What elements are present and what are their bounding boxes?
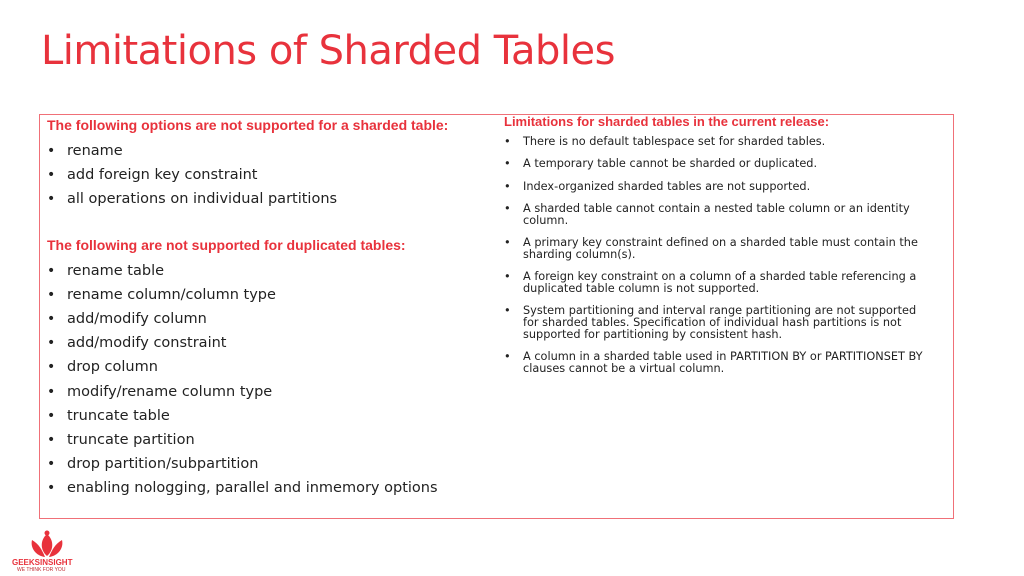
duplicated-table-heading: The following are not supported for duplicated tables:	[47, 236, 406, 253]
list-item: • add foreign key constraint	[47, 163, 487, 187]
list-item: • add/modify column	[47, 307, 487, 331]
list-item: • modify/rename column type	[47, 380, 487, 404]
right-column	[504, 114, 924, 385]
list-item: • A temporary table cannot be sharded or duplicated.	[504, 158, 924, 170]
logo-wordmark: GEEKSINSIGHT	[12, 558, 73, 567]
sharded-table-heading: The following options are not supported for a sharded table:	[47, 117, 449, 133]
list-item: • rename table	[47, 259, 487, 283]
logo-tagline: WE THINK FOR YOU	[17, 567, 66, 573]
list-item: • A foreign key constraint on a column of a sharded table referencing a duplicated table column is not supported.	[504, 271, 924, 295]
limitations-list	[504, 136, 924, 375]
list-item: • A primary key constraint defined on a sharded table must contain the sharding column(s).	[504, 237, 924, 261]
list-item: • Index-organized sharded tables are not supported.	[504, 181, 924, 193]
list-item: • A column in a sharded table used in PARTITION BY or PARTITIONSET BY clauses cannot be a virtual column.	[504, 351, 924, 375]
list-item: • enabling nologging, parallel and inmemory options	[47, 476, 487, 500]
list-item: • all operations on individual partitions	[47, 187, 487, 211]
limitations-heading: Limitations for sharded tables in the current release:	[504, 114, 830, 129]
list-item: • There is no default tablespace set for sharded tables.	[504, 136, 924, 148]
list-item: • add/modify constraint	[47, 331, 487, 355]
list-item: • drop column	[47, 355, 487, 379]
list-item: • rename	[47, 139, 487, 163]
list-item: • truncate table	[47, 404, 487, 428]
list-item: • drop partition/subpartition	[47, 452, 487, 476]
list-item: • A sharded table cannot contain a nested table column or an identity column.	[504, 203, 924, 227]
left-column	[47, 116, 487, 501]
list-item: • System partitioning and interval range partitioning are not supported for sharded tables. Specification of individual hash partitions is not supported for partitioning by consistent hash.	[504, 305, 924, 340]
sharded-table-list	[47, 139, 487, 212]
duplicated-table-list	[47, 259, 487, 501]
list-item: • truncate partition	[47, 428, 487, 452]
page-title: Limitations of Sharded Tables	[41, 28, 615, 74]
list-item: • rename column/column type	[47, 283, 487, 307]
